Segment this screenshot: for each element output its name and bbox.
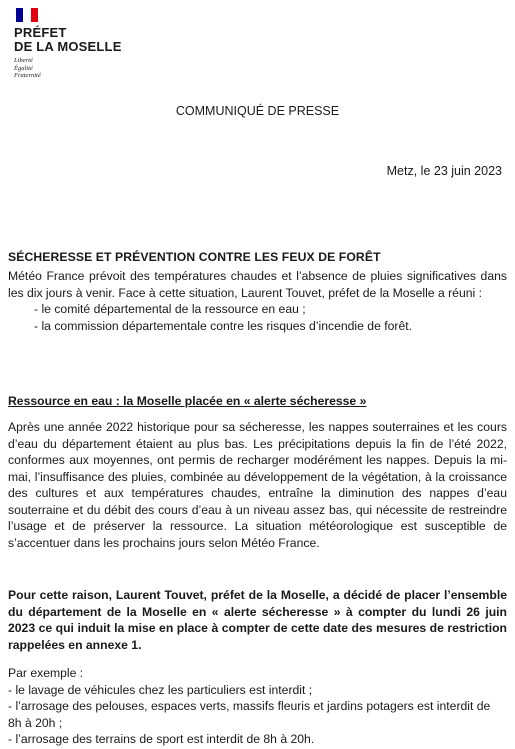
republic-motto <box>14 57 154 80</box>
french-flag-icon <box>16 8 38 22</box>
logo-title-line1: PRÉFET <box>14 25 67 40</box>
examples-intro: Par exemple : <box>8 666 84 680</box>
motto-egalite: Égalité <box>14 64 33 72</box>
motto-fraternite: Fraternité <box>14 72 41 79</box>
list-item: - la commission départementale contre les risques d’incendie de forêt. <box>34 318 413 333</box>
intro-text: Météo France prévoit des températures chaudes et l’absence de pluies significatives dans les dix jours à venir. Face à cette situation, Laurent Touvet, préfet de la Moselle a réuni : <box>8 269 507 300</box>
motto-liberte: Liberté <box>14 57 33 64</box>
decision-paragraph: Pour cette raison, Laurent Touvet, préfet de la Moselle, a décidé de placer l’ensemble du département de la Moselle en « alerte sécheresse » à compter du lundi 26 juin 2023 ce qui induit la mise en place à compter de cette date des mesures de restriction rappelées en annexe 1. <box>8 588 507 652</box>
intro-paragraph <box>8 268 507 334</box>
page-title: SÉCHERESSE ET PRÉVENTION CONTRE LES FEUX DE FORÊT <box>8 250 381 264</box>
list-item: - l’arrosage des terrains de sport est interdit de 8h à 20h. <box>8 732 315 746</box>
prefecture-logo <box>14 8 154 80</box>
examples-list <box>8 682 507 748</box>
list-item: - l’arrosage des pelouses, espaces verts, massifs fleuris et jardins potagers est interdit de 8h à 20h ; <box>8 699 491 730</box>
dateline: Metz, le 23 juin 2023 <box>386 164 502 178</box>
intro-list <box>8 301 507 334</box>
document-type: COMMUNIQUÉ DE PRESSE <box>175 104 340 118</box>
section-heading: Ressource en eau : la Moselle placée en « alerte sécheresse » <box>8 394 367 408</box>
list-item: - le comité départemental de la ressource en eau ; <box>34 302 306 316</box>
examples-block <box>8 665 507 748</box>
logo-title-line2: DE LA MOSELLE <box>14 39 122 54</box>
situation-paragraph: Après une année 2022 historique pour sa sécheresse, les nappes souterraines et les cours d’eau du département étaient au plus bas. Les précipitations depuis la fin de l’été 2022, conformes aux moyennes, ont permis de recharger modérément les nappes. Depuis la mi-mai, l’insuffisance des pluies, combinée au développement de la végétation, à la croissance des cultures et aux températures chaudes, entraîne la diminution des nappes d’eau souterraine et du débit des cours d’eau à un niveau assez bas, qui nécessite de restreindre l’usage et de préserver la ressource. La situation météorologique est susceptible de s’accentuer dans les prochains jours selon Météo France. <box>8 420 507 550</box>
list-item: - le lavage de véhicules chez les particuliers est interdit ; <box>8 682 313 697</box>
